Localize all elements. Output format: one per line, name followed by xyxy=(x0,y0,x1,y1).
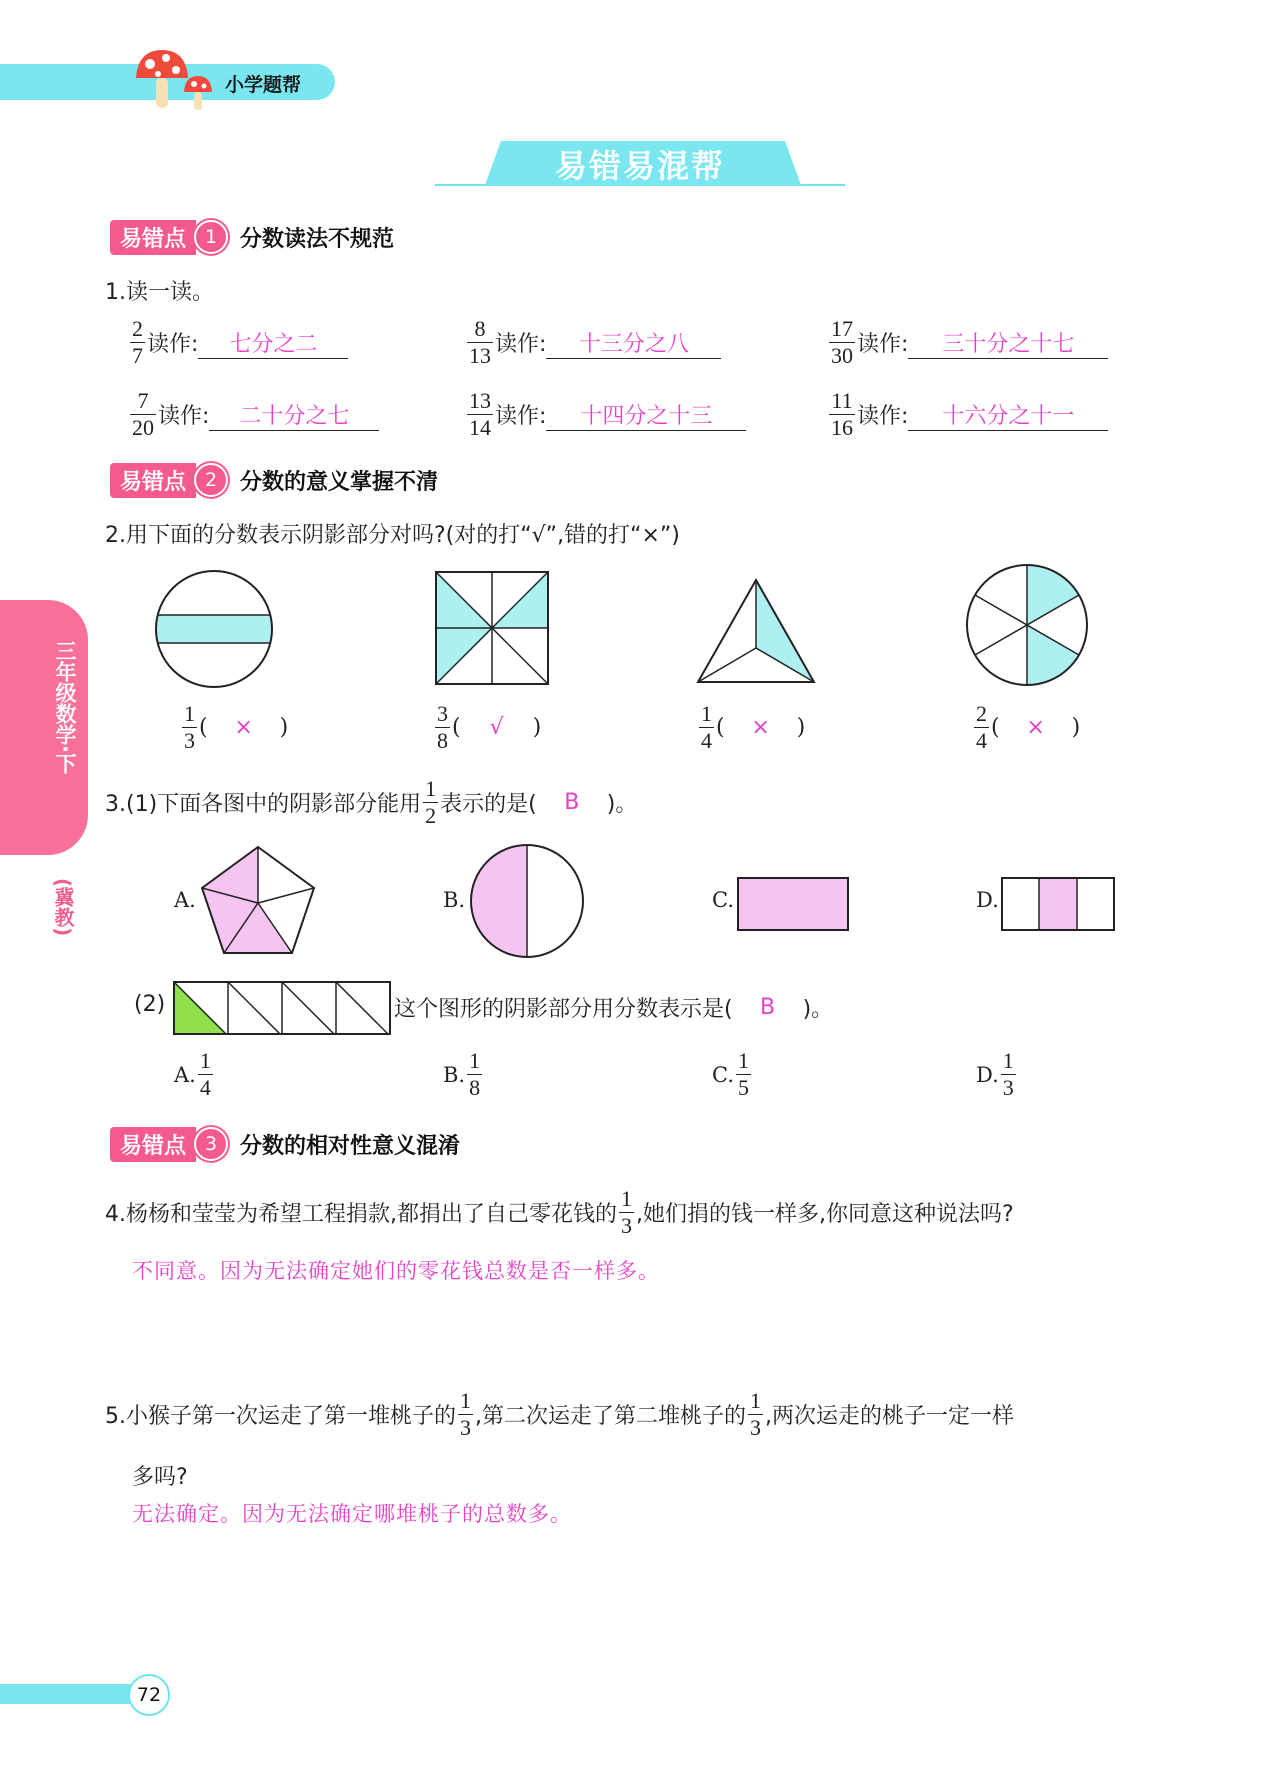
reading-answer: 十三分之八 xyxy=(546,327,721,359)
q3-option-c-rectangle xyxy=(736,876,850,932)
error-title: 分数的相对性意义混淆 xyxy=(240,1133,461,1159)
error-point-3 xyxy=(110,1127,460,1161)
q2-prompt: 2.用下面的分数表示阴影部分对吗?(对的打“√”,错的打“×”) xyxy=(105,523,680,548)
q3-part2-figure xyxy=(172,980,392,1036)
error-number: 3 xyxy=(194,1127,228,1161)
q2-figure-square-eighths xyxy=(434,570,550,686)
q2-figure-circle-sixths xyxy=(964,562,1090,688)
q2-answer-3: $\frac{1}{4}$ ( × ) xyxy=(701,701,806,753)
q2-figure-triangle xyxy=(694,576,818,686)
q3-part2-prompt: 这个图形的阴影部分用分数表示是( B )。 xyxy=(394,995,834,1022)
q3-option-a-label: A. xyxy=(174,888,196,912)
reading-answer: 三十分之十七 xyxy=(908,327,1108,359)
q3-part2-option-a: A. $\frac{1}{4}$ xyxy=(174,1048,211,1100)
reading-answer: 十四分之十三 xyxy=(546,399,746,431)
q3-part2-answer: B xyxy=(760,995,776,1020)
error-number: 1 xyxy=(194,220,228,254)
reading-item: $\frac{17}{30}$ 读作: 三十分之十七 xyxy=(827,318,1108,367)
q3-part2-option-c: C. $\frac{1}{5}$ xyxy=(712,1048,749,1100)
q3-part2-option-d: D. $\frac{1}{3}$ xyxy=(976,1048,1014,1100)
q3-option-a-pentagon xyxy=(198,843,318,957)
q4-prompt: 4.杨杨和莹莹为希望工程捐款,都捐出了自己零花钱的 $\frac{1}{3}$ ,她们捐的钱一样多,你同意这种说法吗? xyxy=(105,1186,1014,1238)
q2-answer-4: $\frac{2}{4}$ ( × ) xyxy=(976,701,1081,753)
page-number: 72 xyxy=(128,1674,170,1716)
brand-name: 小学题帮 xyxy=(225,74,302,96)
section-title: 易错易混帮 xyxy=(554,147,725,185)
reading-answer: 七分之二 xyxy=(198,327,348,359)
q2-mark: × xyxy=(234,715,253,740)
error-label: 易错点 xyxy=(110,463,196,498)
q1-prompt: 1.读一读。 xyxy=(105,280,214,305)
reading-item: $\frac{7}{20}$ 读作: 二十分之七 xyxy=(128,390,379,439)
reading-answer: 十六分之十一 xyxy=(908,399,1108,431)
q3-part1-prompt: 3.(1)下面各图中的阴影部分能用 $\frac{1}{2}$ 表示的是( B )。 xyxy=(105,776,638,828)
error-title: 分数读法不规范 xyxy=(240,226,395,252)
q3-part1-answer: B xyxy=(564,790,580,815)
side-tab-grade: 三年级数学·下 xyxy=(53,640,77,774)
q2-mark: × xyxy=(751,715,770,740)
reading-item: $\frac{2}{7}$ 读作: 七分之二 xyxy=(128,318,348,367)
reading-item: $\frac{11}{16}$ 读作: 十六分之十一 xyxy=(827,390,1108,439)
side-tab-edition: (冀教) xyxy=(51,878,75,937)
error-title: 分数的意义掌握不清 xyxy=(240,469,439,495)
error-point-1 xyxy=(110,220,394,254)
q2-figure-circle-band xyxy=(152,567,276,691)
q3-part2-prefix: (2) xyxy=(134,992,166,1017)
error-label: 易错点 xyxy=(110,220,196,255)
q3-option-b-label: B. xyxy=(443,888,466,912)
q3-option-d-strip xyxy=(1000,876,1116,932)
q3-option-d-label: D. xyxy=(976,888,999,912)
q2-answer-1: $\frac{1}{3}$ ( × ) xyxy=(184,701,289,753)
reading-item: $\frac{8}{13}$ 读作: 十三分之八 xyxy=(465,318,721,367)
q2-mark: √ xyxy=(489,715,504,740)
reading-item: $\frac{13}{14}$ 读作: 十四分之十三 xyxy=(465,390,746,439)
error-label: 易错点 xyxy=(110,1127,196,1162)
mushroom-icon xyxy=(128,44,218,116)
q4-answer: 不同意。因为无法确定她们的零花钱总数是否一样多。 xyxy=(132,1259,660,1283)
q2-mark: × xyxy=(1026,715,1045,740)
q3-part2-option-b: B. $\frac{1}{8}$ xyxy=(443,1048,481,1100)
q5-prompt-line2: 多吗? xyxy=(132,1465,188,1490)
reading-answer: 二十分之七 xyxy=(209,399,379,431)
error-number: 2 xyxy=(194,463,228,497)
q5-answer: 无法确定。因为无法确定哪堆桃子的总数多。 xyxy=(132,1502,572,1526)
q5-prompt: 5.小猴子第一次运走了第一堆桃子的 $\frac{1}{3}$ ,第二次运走了第二堆桃子的 $\frac{1}{3}$ ,两次运走的桃子一定一样 xyxy=(105,1388,1014,1440)
q3-option-b-circle xyxy=(468,842,586,960)
q2-answer-2: $\frac{3}{8}$ ( √ ) xyxy=(437,701,542,753)
q3-option-c-label: C. xyxy=(712,888,734,912)
error-point-2 xyxy=(110,463,438,497)
